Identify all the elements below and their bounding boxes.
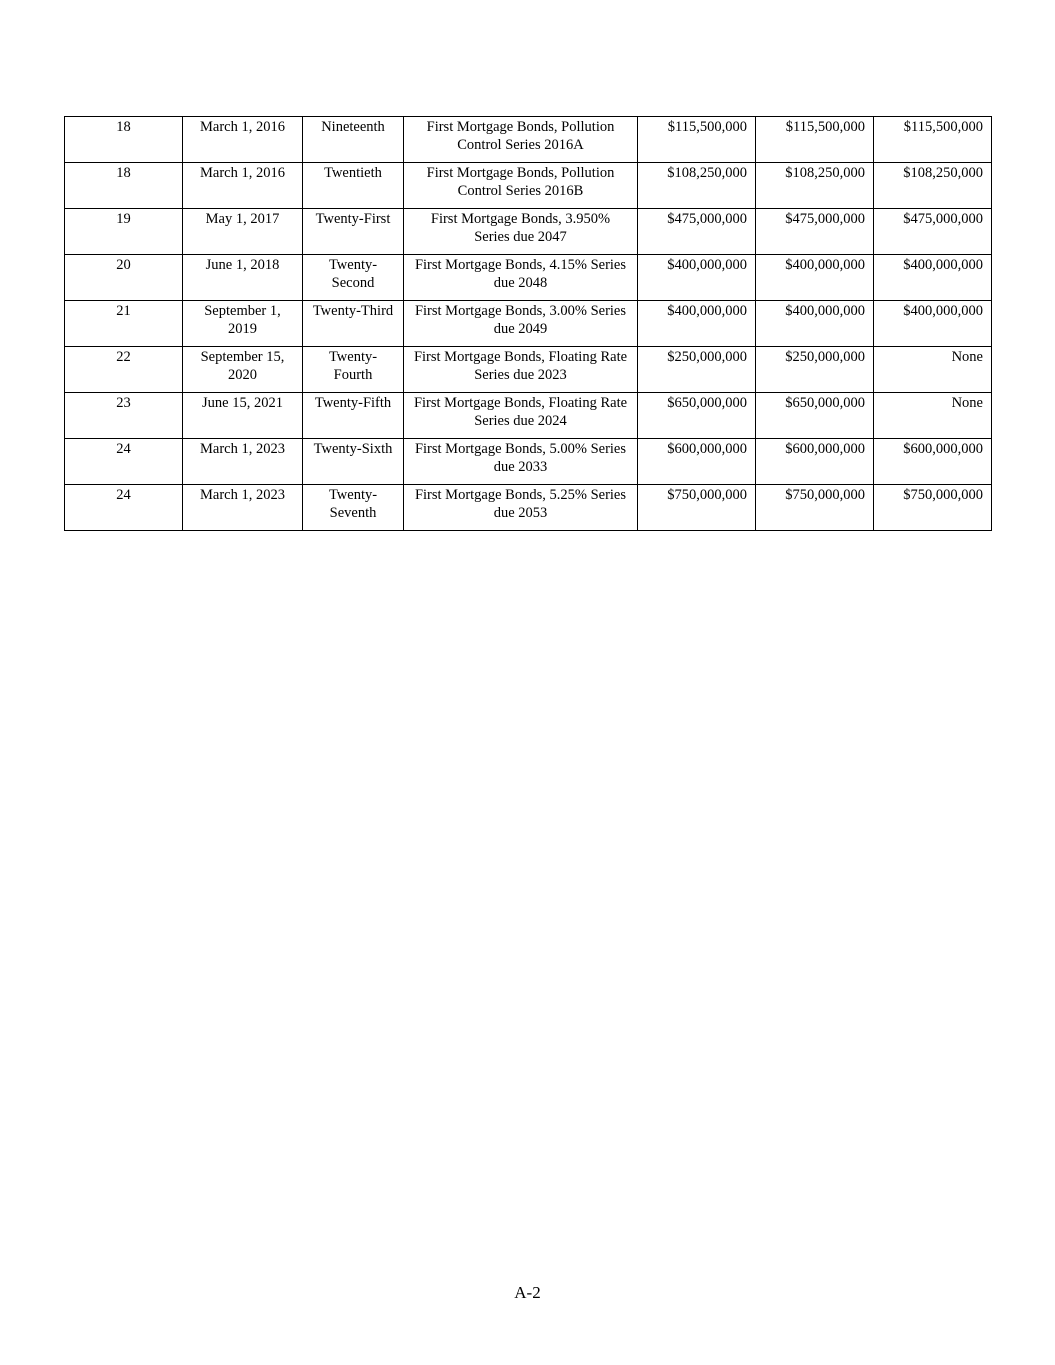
cell-dated: March 1, 2023 [183,439,303,485]
cell-dated: June 15, 2021 [183,393,303,439]
cell-series-ordinal: Twenty-Seventh [303,485,404,531]
cell-bond-description: First Mortgage Bonds, 4.15% Series due 2048 [404,255,638,301]
cell-principal-amount-remaining: $108,250,000 [874,163,992,209]
table-row [65,439,992,485]
cell-supplemental-indenture-no: 23 [65,393,183,439]
page-number: A-2 [514,1283,541,1302]
cell-principal-amount-remaining: $750,000,000 [874,485,992,531]
table-row [65,393,992,439]
cell-series-ordinal: Twenty-Second [303,255,404,301]
cell-principal-amount-outstanding: $108,250,000 [756,163,874,209]
table-row [65,347,992,393]
cell-principal-amount-issued: $750,000,000 [638,485,756,531]
cell-dated: June 1, 2018 [183,255,303,301]
cell-principal-amount-outstanding: $400,000,000 [756,301,874,347]
cell-principal-amount-outstanding: $600,000,000 [756,439,874,485]
cell-bond-description: First Mortgage Bonds, Floating Rate Series due 2023 [404,347,638,393]
table-row [65,209,992,255]
table-row [65,117,992,163]
cell-supplemental-indenture-no: 22 [65,347,183,393]
cell-bond-description: First Mortgage Bonds, 5.25% Series due 2053 [404,485,638,531]
cell-supplemental-indenture-no: 24 [65,439,183,485]
cell-bond-description: First Mortgage Bonds, 3.00% Series due 2049 [404,301,638,347]
cell-principal-amount-remaining: None [874,347,992,393]
cell-dated: March 1, 2016 [183,117,303,163]
cell-principal-amount-issued: $400,000,000 [638,255,756,301]
cell-principal-amount-outstanding: $250,000,000 [756,347,874,393]
cell-dated: March 1, 2023 [183,485,303,531]
cell-principal-amount-remaining: None [874,393,992,439]
cell-supplemental-indenture-no: 24 [65,485,183,531]
cell-dated: May 1, 2017 [183,209,303,255]
bond-series-table [64,116,992,531]
cell-principal-amount-issued: $475,000,000 [638,209,756,255]
cell-principal-amount-issued: $115,500,000 [638,117,756,163]
cell-supplemental-indenture-no: 18 [65,117,183,163]
cell-principal-amount-issued: $108,250,000 [638,163,756,209]
cell-dated: September 1, 2019 [183,301,303,347]
cell-dated: March 1, 2016 [183,163,303,209]
cell-principal-amount-remaining: $400,000,000 [874,255,992,301]
cell-principal-amount-issued: $650,000,000 [638,393,756,439]
cell-principal-amount-outstanding: $750,000,000 [756,485,874,531]
cell-principal-amount-outstanding: $475,000,000 [756,209,874,255]
cell-series-ordinal: Twenty-Third [303,301,404,347]
cell-principal-amount-remaining: $115,500,000 [874,117,992,163]
cell-principal-amount-outstanding: $650,000,000 [756,393,874,439]
cell-principal-amount-issued: $600,000,000 [638,439,756,485]
cell-dated: September 15, 2020 [183,347,303,393]
cell-principal-amount-issued: $400,000,000 [638,301,756,347]
cell-series-ordinal: Twentieth [303,163,404,209]
table-row [65,301,992,347]
cell-supplemental-indenture-no: 21 [65,301,183,347]
cell-series-ordinal: Twenty-Sixth [303,439,404,485]
cell-principal-amount-remaining: $400,000,000 [874,301,992,347]
cell-bond-description: First Mortgage Bonds, 3.950% Series due 2047 [404,209,638,255]
cell-principal-amount-remaining: $475,000,000 [874,209,992,255]
cell-bond-description: First Mortgage Bonds, 5.00% Series due 2033 [404,439,638,485]
cell-series-ordinal: Twenty-Fifth [303,393,404,439]
table-body [65,117,992,531]
cell-supplemental-indenture-no: 20 [65,255,183,301]
cell-bond-description: First Mortgage Bonds, Pollution Control Series 2016A [404,117,638,163]
cell-principal-amount-outstanding: $400,000,000 [756,255,874,301]
cell-series-ordinal: Nineteenth [303,117,404,163]
cell-series-ordinal: Twenty-First [303,209,404,255]
cell-supplemental-indenture-no: 18 [65,163,183,209]
table-row [65,485,992,531]
cell-principal-amount-issued: $250,000,000 [638,347,756,393]
table-row [65,255,992,301]
cell-principal-amount-remaining: $600,000,000 [874,439,992,485]
cell-principal-amount-outstanding: $115,500,000 [756,117,874,163]
cell-supplemental-indenture-no: 19 [65,209,183,255]
cell-bond-description: First Mortgage Bonds, Pollution Control Series 2016B [404,163,638,209]
cell-series-ordinal: Twenty-Fourth [303,347,404,393]
table-row [65,163,992,209]
cell-bond-description: First Mortgage Bonds, Floating Rate Series due 2024 [404,393,638,439]
